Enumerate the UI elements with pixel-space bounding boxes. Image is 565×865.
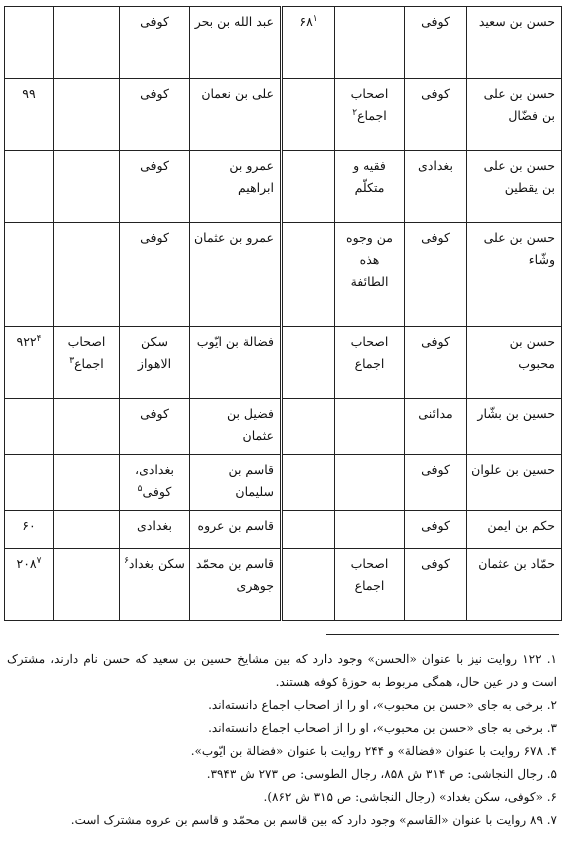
table-cell [190,223,282,327]
cell-text: ۹۲۲ [16,334,37,349]
cell-text: فضیل بن عثمان [226,406,274,443]
table-cell [5,151,54,223]
table-cell [282,511,335,549]
cell-text: عمرو بن ابراهیم [229,158,274,195]
table-cell [335,79,405,151]
cell-text: عمرو بن عثمان [193,230,274,245]
table-cell [467,511,562,549]
table-cell [335,151,405,223]
table-cell [282,223,335,327]
cell-text: کوفی [140,406,169,421]
table-cell [282,7,335,79]
table-cell [405,511,467,549]
table-cell [190,327,282,399]
table-cell [54,455,120,511]
footnote-marker: ۴ [36,333,42,344]
table-cell [120,151,190,223]
table-cell [54,223,120,327]
cell-text: سکن الاهواز [137,334,172,371]
table-cell [335,399,405,455]
footnote-rule [326,634,559,635]
cell-text: حسن بن سعید [478,14,555,29]
table-row [5,223,562,327]
table-cell [467,151,562,223]
table-cell [282,455,335,511]
table-row [5,549,562,621]
cell-text: سکن بغداد [128,556,185,571]
table-cell [467,79,562,151]
footnote-6: ۶. «کوفی، سکن بغداد» (رجال النجاشی: ص ۳۱۵ ش ۸۶۲). [263,790,557,804]
table-cell [190,549,282,621]
cell-text: اصحاب اجماع [350,556,389,593]
table-cell [120,79,190,151]
table-cell [467,7,562,79]
cell-text: بغدادی [418,158,453,173]
cell-text: فضالة بن ایّوب [196,334,274,349]
table-cell [405,79,467,151]
table-cell [335,327,405,399]
footnote-4: ۴. ۶۷۸ روایت با عنوان «فضالة» و ۲۴۴ روایت با عنوان «فضالة بن ایّوب». [190,744,557,758]
cell-text: حسن بن محبوب [509,334,555,371]
table-cell [5,79,54,151]
table-row [5,511,562,549]
table-cell [467,327,562,399]
footnote-3: ۳. برخی به جای «حسن بن محبوب»، او را از اصحاب اجماع دانسته‌اند. [208,721,557,735]
cell-text: کوفی [140,230,169,245]
footnote-7: ۷. ۸۹ روایت با عنوان «القاسم» وجود دارد که بین قاسم بن محمّد و قاسم بن عروه مشترک است. [70,813,557,827]
cell-text: کوفی [140,158,169,173]
footnote-marker: ۲ [352,107,358,118]
table-cell [5,511,54,549]
cell-text: کوفی [421,518,450,533]
cell-text: حسن بن علی وشّاء [483,230,555,267]
cell-text: اصحاب اجماع [350,86,389,123]
table-cell [335,549,405,621]
table-cell [335,455,405,511]
cell-text: من وجوه هذه الطائفة [346,230,393,289]
table-cell [405,455,467,511]
cell-text: کوفی [421,334,450,349]
table-cell [467,223,562,327]
table-cell [405,223,467,327]
table-cell [5,455,54,511]
cell-text: ۲۰۸ [16,556,37,571]
table-cell [190,151,282,223]
cell-text: حسین بن علوان [471,462,555,477]
cell-text: مدائنی [418,406,453,421]
cell-text: حسن بن علی بن یقطین [483,158,555,195]
table-cell [54,7,120,79]
table-cell [5,399,54,455]
table-cell [467,549,562,621]
table-cell [190,511,282,549]
table-cell [5,327,54,399]
table-cell [405,399,467,455]
cell-text: کوفی [421,462,450,477]
footnote-2: ۲. برخی به جای «حسن بن محبوب»، او را از اصحاب اجماع دانسته‌اند. [208,698,557,712]
table-cell [54,79,120,151]
table-cell [405,327,467,399]
footnote-5: ۵. رجال النجاشی: ص ۳۱۴ ش ۸۵۸، رجال الطوسی: ص ۲۷۳ ش ۳۹۴۳. [206,767,557,781]
cell-text: حمّاد بن عثمان [478,556,555,571]
table-cell [54,511,120,549]
cell-text: کوفی [421,556,450,571]
cell-text: حسین بن بشّار [477,406,555,421]
table-cell [120,549,190,621]
footnote-marker: ۱ [312,13,318,24]
cell-text: کوفی [140,86,169,101]
table-row [5,455,562,511]
cell-text: کوفی [140,14,169,29]
table-cell [467,455,562,511]
cell-text: ۹۹ [22,86,36,101]
table-cell [405,7,467,79]
cell-text: بغدادی [137,518,172,533]
table-row [5,327,562,399]
table-cell [120,399,190,455]
table-cell [54,151,120,223]
table-cell [335,7,405,79]
table-row [5,79,562,151]
cell-text: قاسم بن عروه [197,518,274,533]
cell-text: عبد الله بن بحر [194,14,274,29]
table-cell [282,79,335,151]
table-cell [467,399,562,455]
table-cell [120,327,190,399]
cell-text: کوفی [421,230,450,245]
table-cell [54,399,120,455]
cell-text: کوفی [421,14,450,29]
table-cell [5,549,54,621]
cell-text: اصحاب اجماع [350,334,389,371]
table-cell [190,455,282,511]
table-cell [282,151,335,223]
table-cell [282,399,335,455]
footnote-1: ۱. ۱۲۲ روایت نیز با عنوان «الحسن» وجود دارد که بین مشایخ حسین بن سعید که حسن نام دارند، مشترک است و در عین حال، همگی مربوط به حوزهٔ کوفه هستند. [7,652,557,689]
footnote-marker: ۶ [124,555,129,566]
footnote-marker: ۵ [137,483,143,494]
table-cell [190,7,282,79]
cell-text: حسن بن علی بن فضّال [483,86,555,123]
table-row [5,151,562,223]
table-cell [190,79,282,151]
table-cell [190,399,282,455]
table-cell [282,327,335,399]
cell-text: ۶۸ [299,14,313,29]
table-cell [120,223,190,327]
table-cell [54,549,120,621]
cell-text: ۶۰ [22,518,36,533]
table-row [5,7,562,79]
footnote-marker: ۳ [69,355,75,366]
cell-text: قاسم بن محمّد جوهری [195,556,274,593]
table-cell [120,455,190,511]
table-cell [335,223,405,327]
cell-text: حکم بن ایمن [487,518,555,533]
table-cell [5,223,54,327]
footnote-marker: ۷ [36,555,42,566]
table-cell [405,549,467,621]
cell-text: کوفی [421,86,450,101]
table-cell [54,327,120,399]
cell-text: فقیه و متکلّم [353,158,386,195]
narrators-table [4,6,562,621]
cell-text: قاسم بن سلیمان [228,462,274,499]
table-cell [282,549,335,621]
table-row [5,399,562,455]
table-cell [405,151,467,223]
table-cell [335,511,405,549]
table-cell [120,7,190,79]
table-cell [120,511,190,549]
cell-text: اصحاب اجماع [67,334,106,371]
cell-text: علی بن نعمان [201,86,274,101]
footnotes [7,648,557,832]
table-cell [5,7,54,79]
cell-text: بغدادی، کوفی [135,462,174,499]
